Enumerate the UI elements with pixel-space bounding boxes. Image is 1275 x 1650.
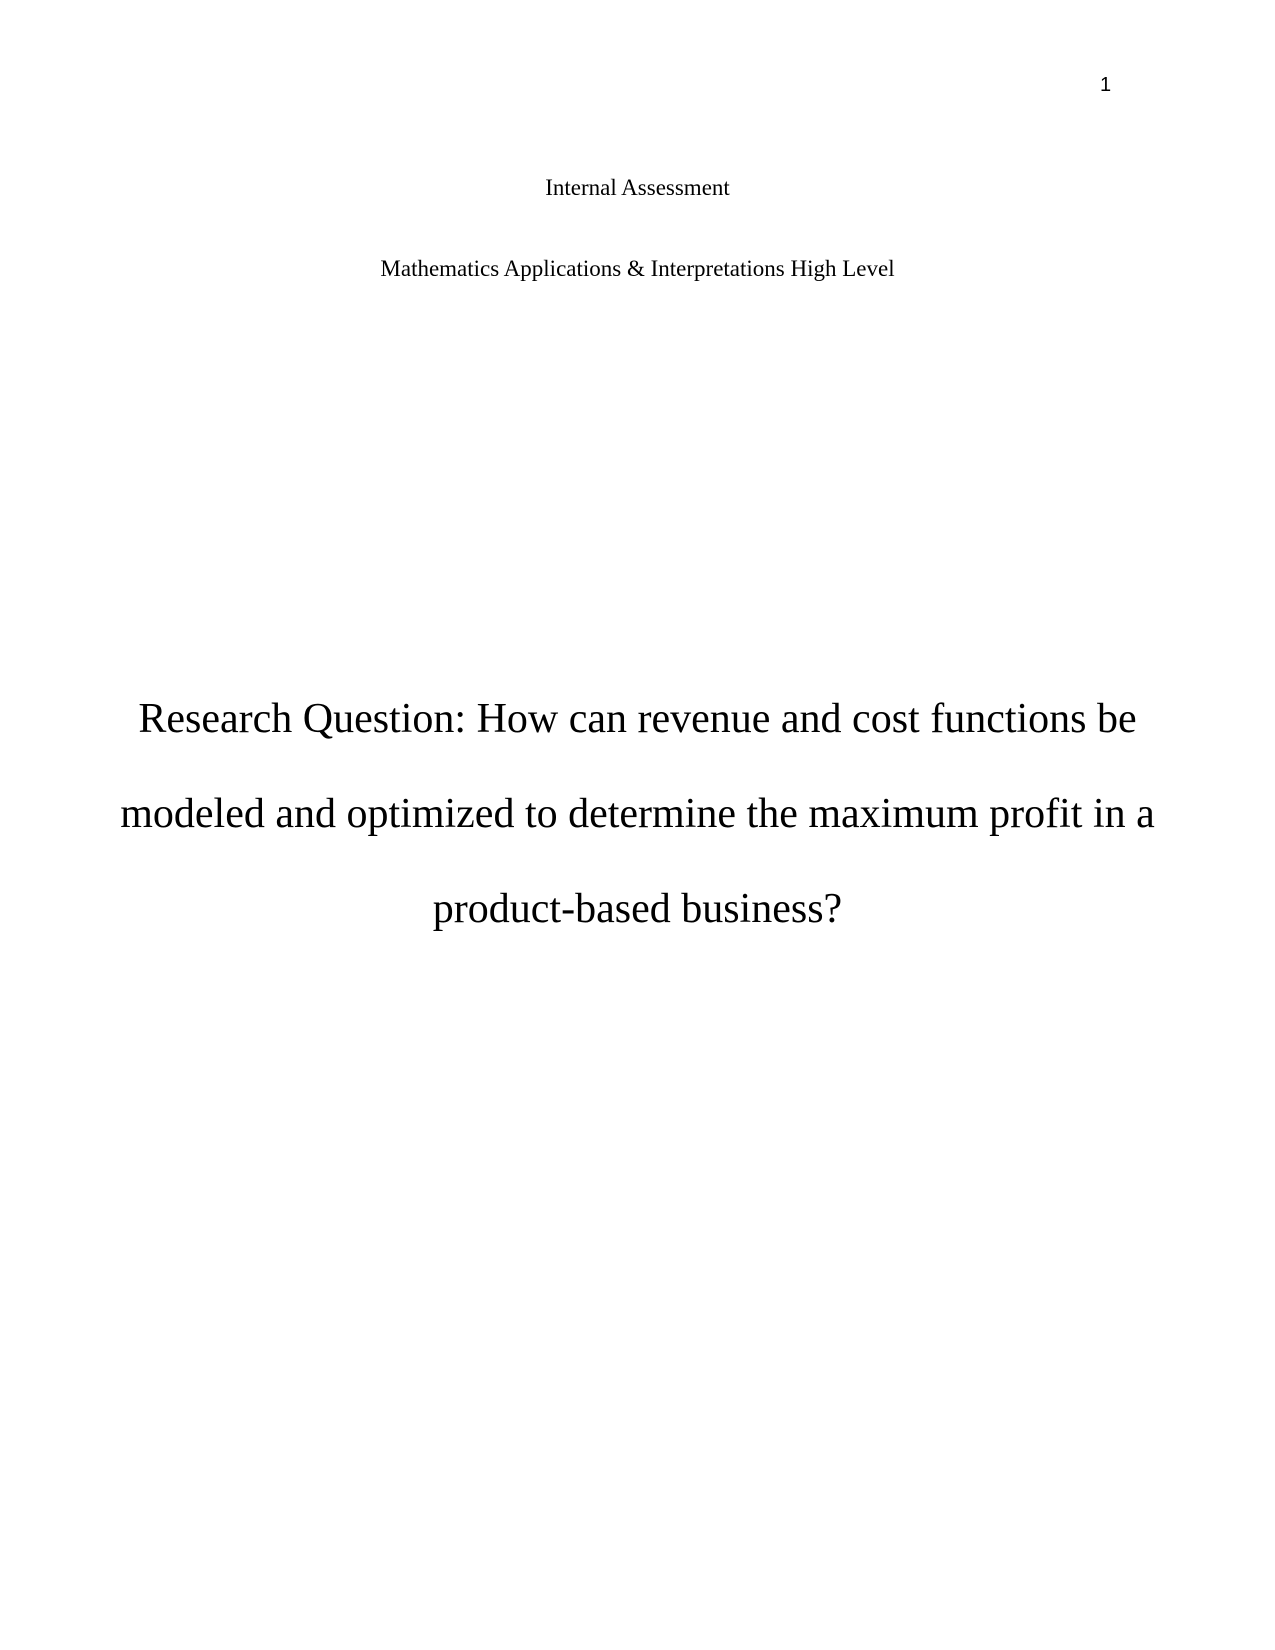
document-title: Internal Assessment	[545, 175, 730, 200]
page-number: 1	[1100, 74, 1112, 96]
research-question: Research Question: How can revenue and cost functions be modeled and optimized to determine the maximum profit in a product-based business?	[120, 696, 1155, 932]
document-subject: Mathematics Applications & Interpretations High Level	[380, 256, 895, 281]
